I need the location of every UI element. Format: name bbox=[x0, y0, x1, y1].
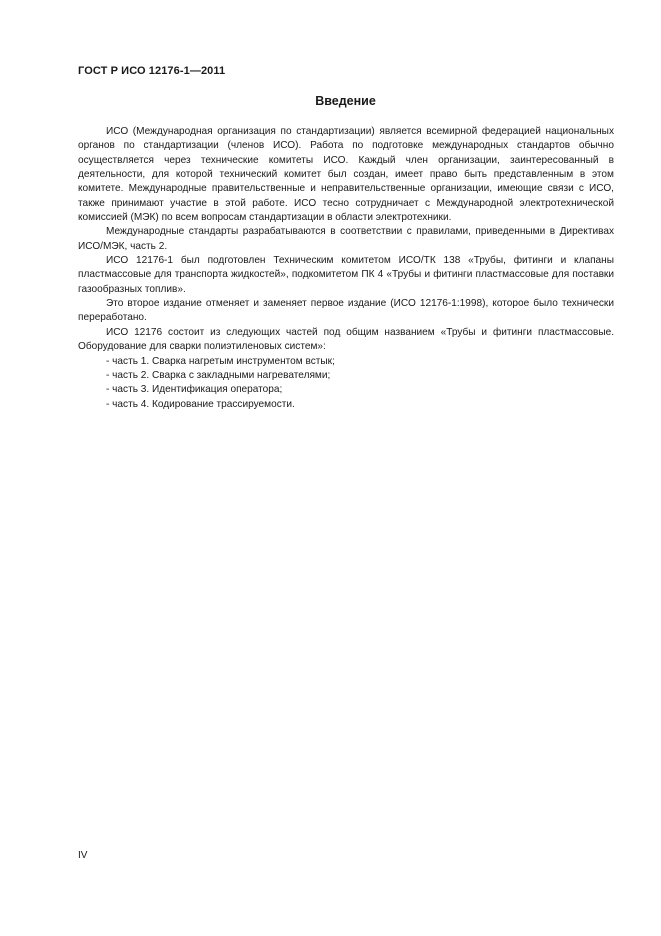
list-item: - часть 3. Идентификация оператора; bbox=[106, 384, 283, 396]
page-number: IV bbox=[78, 850, 88, 861]
paragraph: ИСО 12176-1 был подготовлен Техническим комитетом ИСО/ТК 138 «Трубы, фитинги и клапаны пластмассовые для транспорта жидкостей», подкомитетом ПК 4 «Трубы и фитинги пластмассовые для поставки газообразных топлив». bbox=[78, 255, 614, 295]
paragraph: ИСО (Международная организация по стандартизации) является всемирной федерацией национальных органов по стандартизации (членов ИСО). Работа по подготовке международных стандартов обычно осуществляется через технические комитеты ИСО. Каждый член организации, заинтересованный в деятельности, для которой технический комитет был создан, имеет право быть представленным в этом комитете. Международные правительственные и неправительственные организации, имеющие связи с ИСО, также принимают участие в этой работе. ИСО тесно сотрудничает с Международной электротехнической комиссией (МЭК) по всем вопросам стандартизации в области электротехники. bbox=[78, 126, 614, 224]
paragraph: ИСО 12176 состоит из следующих частей под общим названием «Трубы и фитинги пластмассовые. Оборудование для сварки полиэтиленовых систем»: bbox=[78, 326, 614, 353]
list-item: - часть 2. Сварка с закладными нагревателями; bbox=[106, 369, 331, 381]
paragraph: Это второе издание отменяет и заменяет первое издание (ИСО 12176-1:1998), которое было технически переработано. bbox=[78, 298, 614, 324]
document-header: ГОСТ Р ИСО 12176-1—2011 bbox=[78, 65, 226, 77]
list-item: - часть 4. Кодирование трассируемости. bbox=[106, 398, 295, 410]
section-title: Введение bbox=[315, 94, 376, 108]
list-item: - часть 1. Сварка нагретым инструментом встык; bbox=[106, 355, 335, 367]
parts-list bbox=[78, 355, 614, 412]
document-body bbox=[78, 125, 614, 412]
paragraph: Международные стандарты разрабатываются в соответствии с правилами, приведенными в Директивах ИСО/МЭК, часть 2. bbox=[78, 226, 614, 252]
